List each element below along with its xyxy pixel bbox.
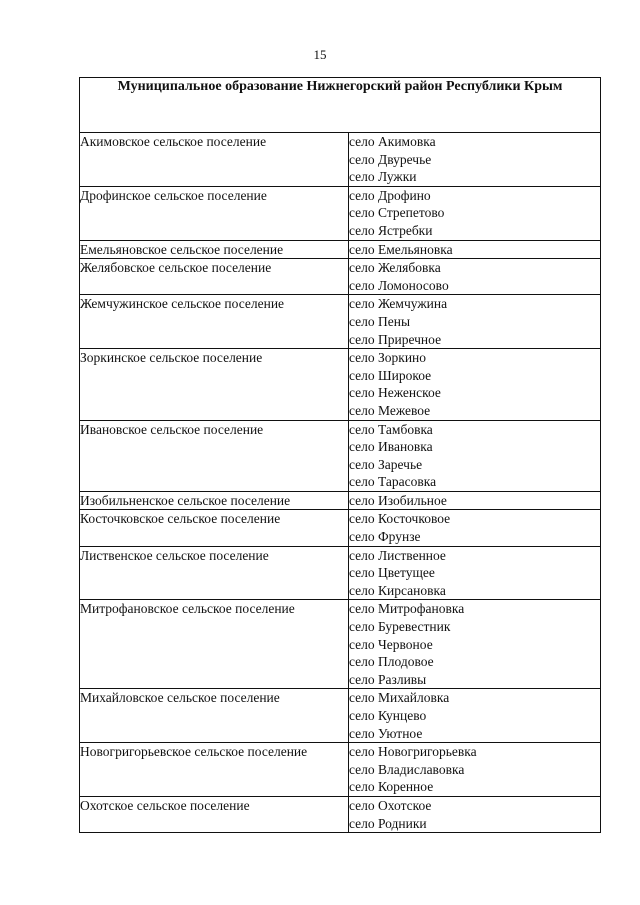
village-name: село Охотское: [349, 797, 432, 813]
settlement-name: Косточковское сельское поселение: [80, 510, 349, 546]
table-row: [80, 186, 601, 240]
village-name: село Фрунзе: [349, 529, 421, 545]
village-name: село Акимовка: [349, 134, 436, 149]
village-name: село Стрепетово: [349, 205, 445, 221]
village-name: село Жемчужина: [349, 296, 448, 312]
settlement-name: Михайловское сельское поселение: [80, 689, 349, 743]
village-name: село Косточковое: [349, 511, 451, 527]
settlement-name: Лиственское сельское поселение: [80, 546, 349, 600]
village-name: село Плодовое: [349, 654, 434, 670]
settlement-name: Жемчужинское сельское поселение: [80, 295, 349, 349]
table-header-row: [80, 78, 601, 133]
village-list: [349, 491, 601, 510]
village-name: село Кирсановка: [349, 582, 446, 598]
village-list: [349, 600, 601, 689]
village-name: село Родники: [349, 815, 427, 831]
village-list: [349, 133, 601, 187]
village-list: [349, 420, 601, 491]
table-row: [80, 295, 601, 349]
village-list: [349, 259, 601, 295]
settlement-name: Емельяновское сельское поселение: [80, 240, 349, 259]
table-header: Муниципальное образование Нижнегорский район Республики Крым: [80, 78, 601, 133]
village-name: село Межевое: [349, 402, 431, 418]
table-row: [80, 510, 601, 546]
village-list: [349, 349, 601, 420]
village-name: село Зоркино: [349, 350, 427, 366]
village-name: село Пены: [349, 313, 411, 329]
village-name: село Неженское: [349, 385, 441, 401]
table-row: [80, 349, 601, 420]
village-name: село Ивановка: [349, 439, 433, 455]
village-name: село Двуречье: [349, 151, 432, 167]
village-list: [349, 689, 601, 743]
village-list: [349, 510, 601, 546]
settlement-name: Акимовское сельское поселение: [80, 133, 349, 187]
settlement-name: Митрофановское сельское поселение: [80, 600, 349, 689]
table-row: [80, 491, 601, 510]
village-name: село Тарасовка: [349, 474, 437, 490]
settlements-table: [79, 77, 601, 833]
village-name: село Кунцево: [349, 708, 427, 723]
settlement-name: Охотское сельское поселение: [80, 796, 349, 832]
settlement-name: Желябовское сельское поселение: [80, 259, 349, 295]
village-name: село Ломоносово: [349, 277, 449, 293]
village-name: село Михайловка: [349, 690, 450, 706]
page-number: 15: [313, 47, 327, 62]
table-row: [80, 133, 601, 187]
village-name: село Заречье: [349, 456, 423, 472]
village-name: село Емельяновка: [349, 241, 453, 257]
settlement-name: Дрофинское сельское поселение: [80, 186, 349, 240]
settlement-name: Изобильненское сельское поселение: [80, 491, 349, 510]
settlement-name: Новогригорьевское сельское поселение: [80, 743, 349, 797]
table-row: [80, 689, 601, 743]
village-name: село Червоное: [349, 636, 433, 652]
settlement-name: Ивановское сельское поселение: [80, 420, 349, 491]
village-name: село Цветущее: [349, 565, 435, 581]
village-name: село Уютное: [349, 725, 423, 741]
village-name: село Разливы: [349, 671, 427, 687]
village-list: [349, 295, 601, 349]
village-name: село Дрофино: [349, 187, 431, 203]
table-row: [80, 600, 601, 689]
table-body: [80, 133, 601, 833]
table-row: [80, 259, 601, 295]
village-name: село Приречное: [349, 331, 442, 347]
village-name: село Широкое: [349, 367, 432, 383]
table-row: [80, 796, 601, 832]
village-name: село Митрофановка: [349, 601, 465, 617]
village-name: село Буревестник: [349, 619, 451, 635]
village-name: село Лиственное: [349, 547, 446, 563]
table-row: [80, 240, 601, 259]
village-list: [349, 743, 601, 797]
village-list: [349, 546, 601, 600]
village-list: [349, 240, 601, 259]
village-name: село Владиславовка: [349, 761, 465, 777]
village-list: [349, 796, 601, 832]
village-name: село Тамбовка: [349, 421, 433, 437]
village-name: село Коренное: [349, 779, 434, 795]
village-name: село Изобильное: [349, 492, 447, 508]
village-list: [349, 186, 601, 240]
table-row: [80, 420, 601, 491]
village-name: село Ястребки: [349, 222, 433, 238]
village-name: село Желябовка: [349, 260, 441, 276]
village-name: село Новогригорьевка: [349, 744, 477, 760]
village-name: село Лужки: [349, 169, 417, 185]
table-row: [80, 743, 601, 797]
table-row: [80, 546, 601, 600]
settlement-name: Зоркинское сельское поселение: [80, 349, 349, 420]
